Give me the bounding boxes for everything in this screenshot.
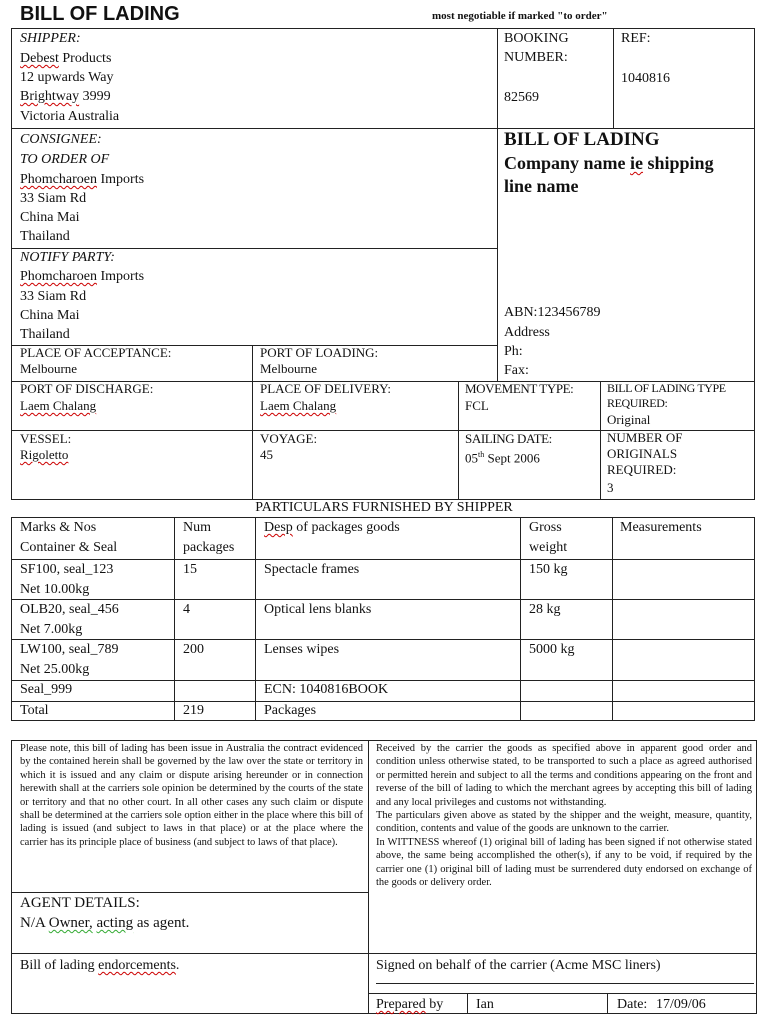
col-header-num-packages: Num packages — [183, 520, 235, 555]
table-row-desc: Spectacle frames — [264, 562, 360, 577]
signed-on-behalf: Signed on behalf of the carrier (Acme MSC liners) — [376, 958, 661, 973]
table-row-marks: Seal_999 — [20, 682, 73, 697]
place-of-acceptance-value: Melbourne — [20, 361, 78, 376]
vessel-label: VESSEL: — [20, 431, 72, 446]
consignee-to-order: TO ORDER OF — [20, 152, 110, 167]
consignee-address: 33 Siam Rd China Mai Thailand — [20, 191, 87, 244]
place-of-delivery-label: PLACE OF DELIVERY: — [260, 381, 391, 396]
agent-details-label: AGENT DETAILS: — [20, 895, 140, 911]
table-row-desc: Lenses wipes — [264, 642, 340, 657]
terms-left-text: Please note, this bill of lading has been issue in Australia the contract evidenced by the contained herein shall be governed by the law over the state or territory in which it is issued and any claim or dispute arising hereunder or in connection herewith shall at the carriers sole opinion be determined by the courts of the state or territory and that no other court. In all other cases any such claim or dispute shall be determined at the carriers sole option either in the place where this bill of lading is issued (and subject to laws in that place) or at the place where the carrier has its principle place of business (and subject to laws of that place). — [20, 743, 363, 848]
ref-number: 1040816 — [621, 71, 670, 86]
voyage-label: VOYAGE: — [260, 431, 318, 446]
sailing-date-value: 05th Sept 2006 — [465, 450, 540, 466]
consignee-name: Phomcharoen Imports — [20, 172, 145, 187]
voyage-value: 45 — [260, 447, 273, 462]
vessel-value: Rigoletto — [20, 447, 69, 462]
table-row-marks: OLB20, seal_456 Net 7.00kg — [20, 602, 119, 637]
place-of-acceptance-label: PLACE OF ACCEPTANCE: — [20, 345, 172, 360]
movement-type-label: MOVEMENT TYPE: — [465, 381, 574, 396]
table-row-gross: 150 kg — [529, 562, 568, 577]
terms-right-text: Received by the carrier the goods as specified above in apparent good order and condition unless otherwise stated, to be transported to such a place as agreed authorised or permitted herein and subject to all the terms and conditions appearing on the front and reverse of the bill of lading to which the merchant agrees by accepting this bill of lading and any local privileges and customs not withstanding. The particulars given above as stated by the shipper and the weight, measure, quantity, condition, contents and value of the goods are unknown to the carrier. In WITTNESS whereof (1) original bill of lading has been signed if not otherwise stated above, the same being accomplished the other(s), if any to be void, if required by the carrier one (1) original bill of lading must be surrendered duty endorsed on exchange of the goods or delivery order. — [376, 743, 752, 889]
port-of-loading-value: Melbourne — [260, 361, 318, 376]
sailing-date-label: SAILING DATE: — [465, 431, 552, 446]
booking-label: BOOKING NUMBER: — [504, 31, 569, 65]
consignee-label: CONSIGNEE: — [20, 132, 102, 147]
col-header-description: Desp of packages goods — [264, 520, 400, 535]
table-row-num: 15 — [183, 562, 197, 577]
booking-number: 82569 — [504, 90, 539, 105]
originals-label: NUMBER OF ORIGINALS REQUIRED: — [607, 430, 683, 477]
port-of-discharge-value: Laem Chalang — [20, 398, 97, 413]
col-header-marks: Marks & Nos Container & Seal — [20, 520, 118, 555]
shipper-label: SHIPPER: — [20, 31, 81, 46]
shipper-city: Brightway 3999 — [20, 89, 111, 104]
endorsements-label: Bill of lading endorcements. — [20, 958, 180, 973]
total-label: Total — [20, 703, 49, 718]
shipper-state: Victoria Australia — [20, 109, 120, 124]
carrier-bol-title: BILL OF LADING — [504, 129, 660, 150]
port-of-loading-label: PORT OF LOADING: — [260, 345, 379, 360]
prepared-by-name: Ian — [476, 997, 494, 1012]
col-header-gross-weight: Gross weight — [529, 520, 568, 555]
originals-value: 3 — [607, 480, 614, 495]
bol-type-label: BILL OF LADING TYPE REQUIRED: — [607, 381, 726, 410]
carrier-abn: ABN:123456789 — [504, 305, 601, 320]
col-header-measurements: Measurements — [620, 520, 702, 535]
total-num: 219 — [183, 703, 204, 718]
carrier-phone: Ph: — [504, 344, 523, 359]
table-row-num: 200 — [183, 642, 204, 657]
table-row-num: 4 — [183, 602, 190, 617]
negotiable-note: most negotiable if marked "to order" — [432, 10, 608, 22]
agent-details-value: N/A Owner, acting as agent. — [20, 915, 190, 931]
table-row-desc: Optical lens blanks — [264, 602, 372, 617]
carrier-company-name: Company name ie shipping line name — [504, 153, 714, 196]
date-value: 17/09/06 — [656, 997, 706, 1012]
document-title: BILL OF LADING — [20, 3, 180, 25]
ref-label: REF: — [621, 31, 651, 46]
port-of-discharge-label: PORT OF DISCHARGE: — [20, 381, 154, 396]
particulars-heading: PARTICULARS FURNISHED BY SHIPPER — [255, 500, 513, 515]
shipper-address-line: 12 upwards Way — [20, 70, 114, 85]
date-label: Date: — [617, 997, 648, 1012]
prepared-by-label: Prepared by — [376, 997, 444, 1012]
table-row-marks: SF100, seal_123 Net 10.00kg — [20, 562, 114, 597]
table-row-gross: 5000 kg — [529, 642, 575, 657]
place-of-delivery-value: Laem Chalang — [260, 398, 337, 413]
movement-type-value: FCL — [465, 398, 489, 413]
notify-address: 33 Siam Rd China Mai Thailand — [20, 289, 87, 342]
table-row-desc: ECN: 1040816BOOK — [264, 682, 389, 697]
carrier-address: Address — [504, 325, 550, 340]
table-row-gross: 28 kg — [529, 602, 561, 617]
bol-type-value: Original — [607, 412, 651, 427]
shipper-name: Debest Products — [20, 51, 112, 66]
notify-label: NOTIFY PARTY: — [20, 250, 115, 265]
notify-name: Phomcharoen Imports — [20, 269, 145, 284]
total-desc: Packages — [264, 703, 317, 718]
table-row-marks: LW100, seal_789 Net 25.00kg — [20, 642, 119, 677]
carrier-fax: Fax: — [504, 363, 529, 378]
